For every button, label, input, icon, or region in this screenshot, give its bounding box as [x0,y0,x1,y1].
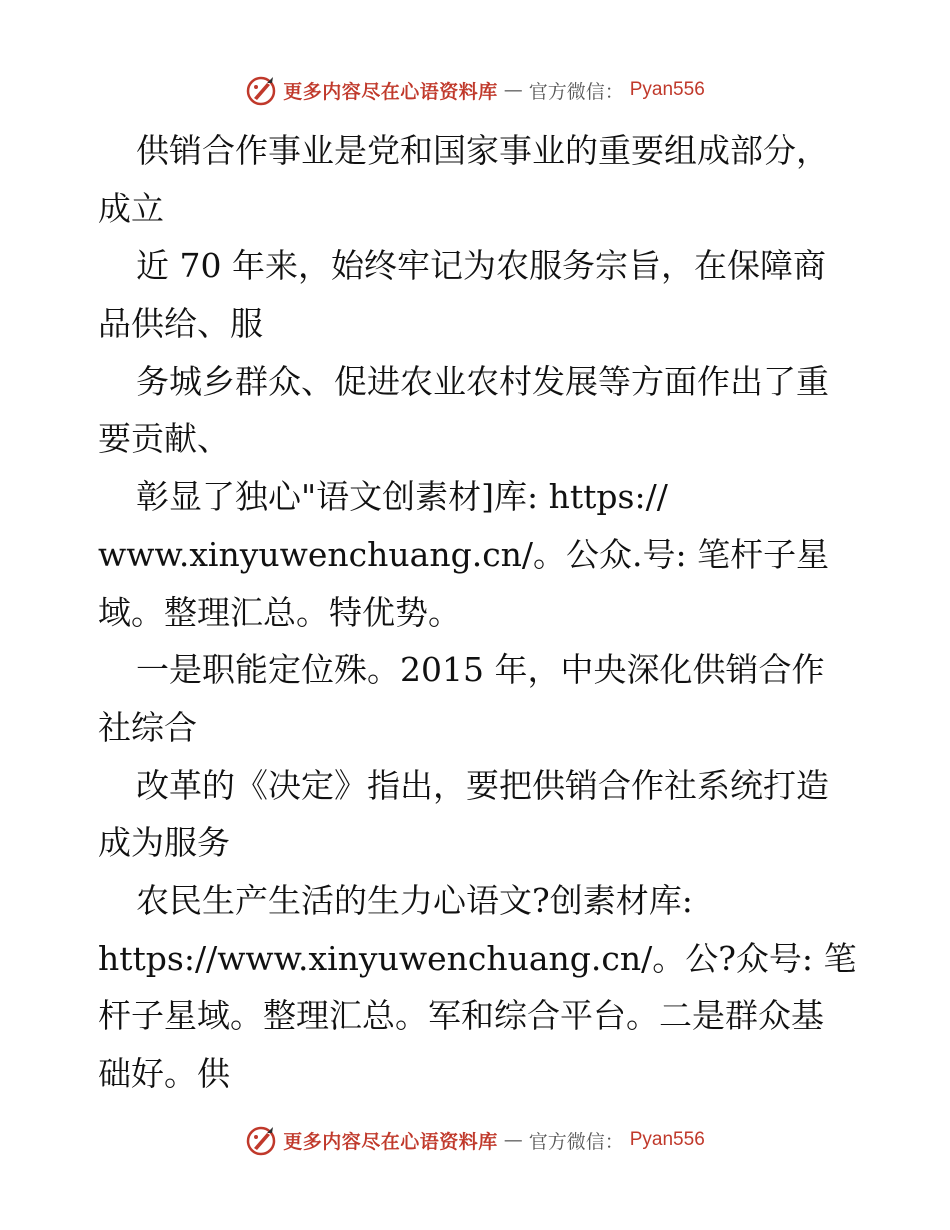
watermark-separator: — [503,79,523,101]
text-line: www.xinyuwenchuang.cn/。公众.号: 笔杆子星 [98,534,830,574]
header-watermark [0,70,950,110]
text-line: 彰显了独心"语文创素材]库: https:// [136,477,668,517]
footer-watermark [0,1120,950,1160]
text-line: 要贡献、 [98,419,230,459]
text-line: 品供给、服 [98,304,263,344]
text-line: 成为服务 [98,823,230,863]
text-line: 杆子星域。整理汇总。军和综合平台。二是群众基 [98,996,824,1036]
watermark-text: 更多内容尽在心语资料库 [283,1130,498,1153]
quill-logo-icon [245,1124,277,1156]
quill-logo-icon [245,74,277,106]
watermark-official-label: 官方微信： [528,1130,624,1153]
watermark-official-label: 官方微信： [528,80,624,103]
text-line: 础好。供 [98,1054,230,1093]
text-line: 农民生产生活的生力心语文?创素材库: [136,880,693,920]
text-line: 务城乡群众、促进农业农村发展等方面作出了重 [136,361,829,401]
text-line: 域。整理汇总。特优势。 [98,592,461,632]
watermark-text: 更多内容尽在心语资料库 [283,80,498,103]
text-line: 社综合 [98,707,197,747]
text-line: 一是职能定位殊。2015 年，中央深化供销合作 [136,650,825,690]
watermark-wechat-id: Pyan556 [629,1129,705,1150]
watermark-separator: — [503,1129,523,1151]
watermark-wechat-id: Pyan556 [629,79,705,100]
text-line: 近 70 年来，始终牢记为农服务宗旨，在保障商 [136,246,826,286]
text-line: https://www.xinyuwenchuang.cn/。公?众号: 笔 [98,938,857,978]
text-line: 成立 [98,188,164,228]
text-line: 改革的《决定》指出，要把供销合作社系统打造 [136,765,829,805]
document-body [98,122,868,1103]
text-line: 供销合作事业是党和国家事业的重要组成部分， [136,131,829,170]
